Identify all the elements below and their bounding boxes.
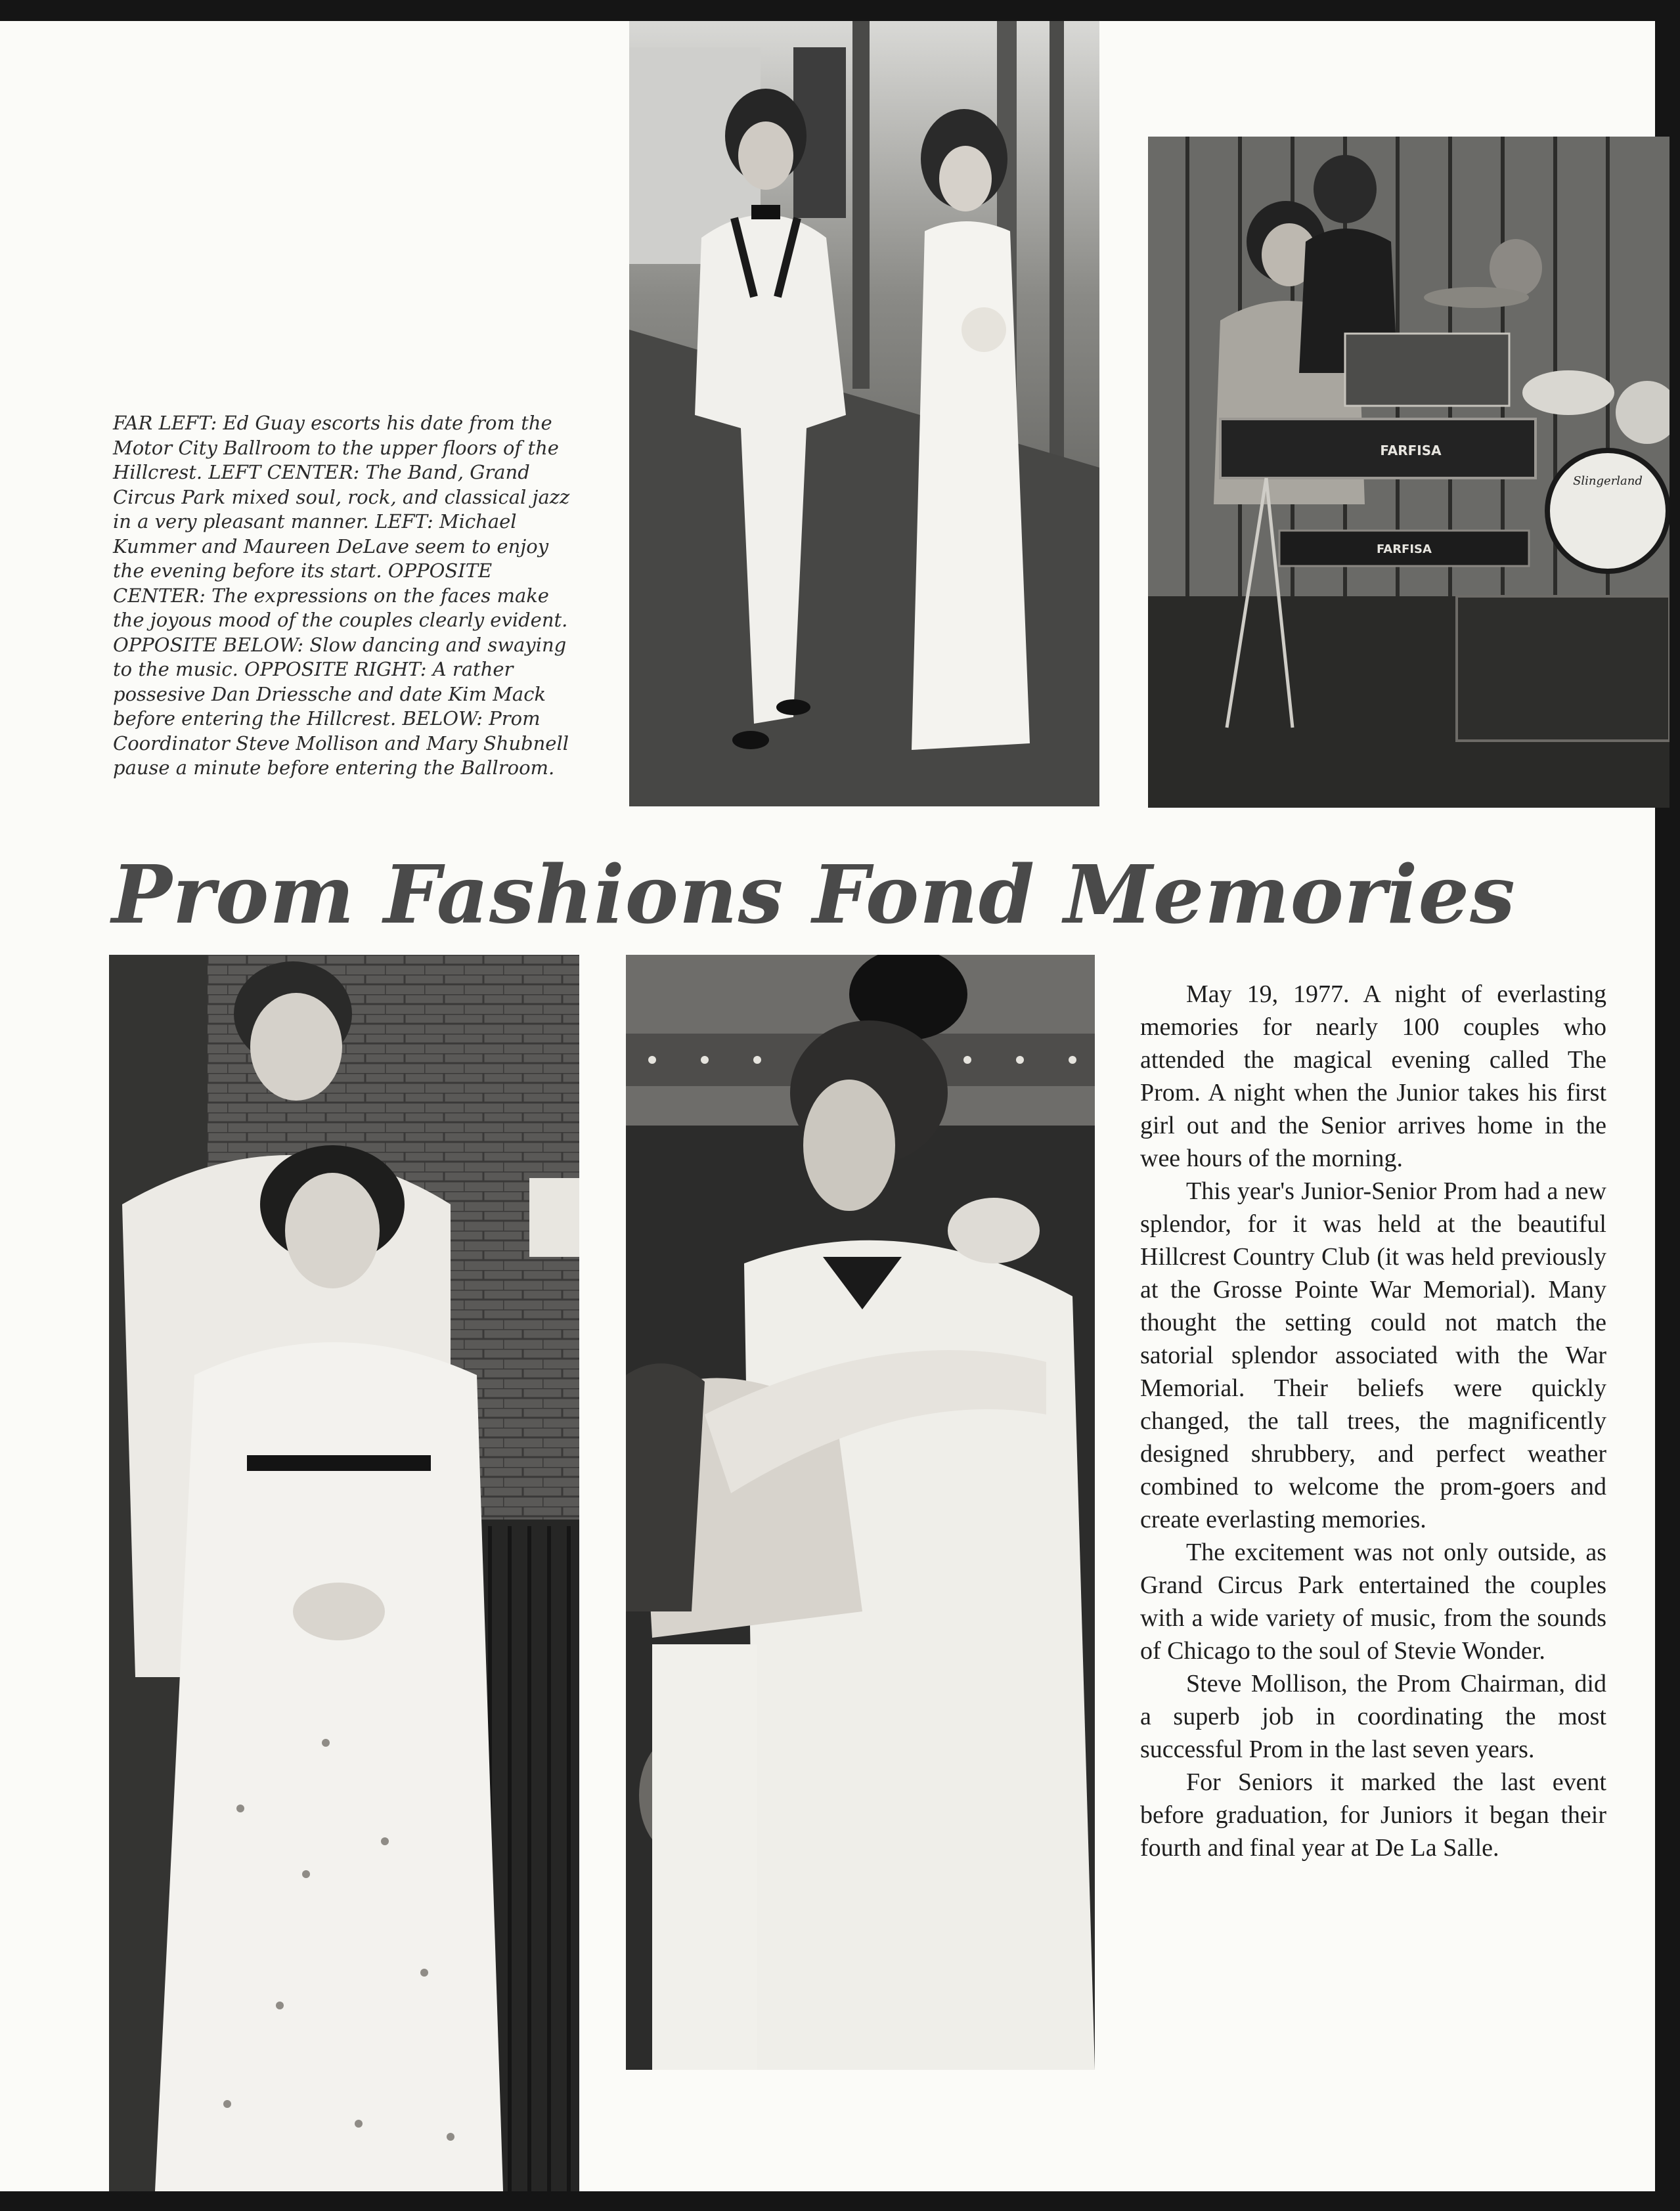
photo-couple-walking [629, 21, 1099, 806]
photo-couple-posing [109, 955, 579, 2191]
page-title: Prom Fashions Fond Memories [112, 847, 1516, 942]
photo-slow-dancing [626, 955, 1095, 2070]
article-paragraph: May 19, 1977. A night of everlasting memories for nearly 100 couples who attended the magical evening called The Prom. A night when the Junior takes his first girl out and the Senior arrives home in the wee hours of the morning. [1140, 980, 1606, 1172]
article-paragraph: For Seniors it marked the last event before graduation, for Juniors it began their fourth and final year at De La Salle. [1140, 1768, 1606, 1862]
article-paragraph: The excitement was not only outside, as Grand Circus Park entertained the couples with a wide variety of music, from the sounds of Chicago to the soul of Stevie Wonder. [1140, 1539, 1606, 1665]
photo-band [1148, 137, 1669, 808]
keyboard-brand-label-lower: FARFISA [1377, 542, 1432, 556]
article-paragraph: Steve Mollison, the Prom Chairman, did a superb job in coordinating the most successful Prom in the last seven years. [1140, 1670, 1606, 1763]
article-paragraph: This year's Junior-Senior Prom had a new splendor, for it was held at the beautiful Hillcrest Country Club (it was held previously at the Grosse Pointe War Memorial). Many thought the setting could not match the satorial splendor associated with the War Memorial. Their beliefs were quickly changed, the tall trees, the magnificently designed shrubbery, and perfect weather combined to welcome the prom-goers and create everlasting memories. [1140, 1177, 1606, 1533]
article-body [1140, 978, 1606, 1864]
photo-caption: FAR LEFT: Ed Guay escorts his date from the Motor City Ballroom to the upper floors of the Hillcrest. LEFT CENTER: The Band, Grand Circus Park mixed soul, rock, and classical jazz in a very pleasant manner. LEFT: Michael Kummer and Maureen DeLave seem to enjoy the evening before its start. OPPOSITE CENTER: The expressions on the faces make the joyous mood of the couples clearly evident. OPPOSITE BELOW: Slow dancing and swaying to the music. OPPOSITE RIGHT: A rather possesive Dan Driessche and date Kim Mack before entering the Hillcrest. BELOW: Prom Coordinator Steve Mollison and Mary Shubnell pause a minute before entering the Ballroom. [113, 412, 570, 779]
keyboard-brand-label: FARFISA [1380, 443, 1442, 458]
drum-brand-label: Slingerland [1573, 474, 1643, 488]
yearbook-page [0, 21, 1655, 2191]
